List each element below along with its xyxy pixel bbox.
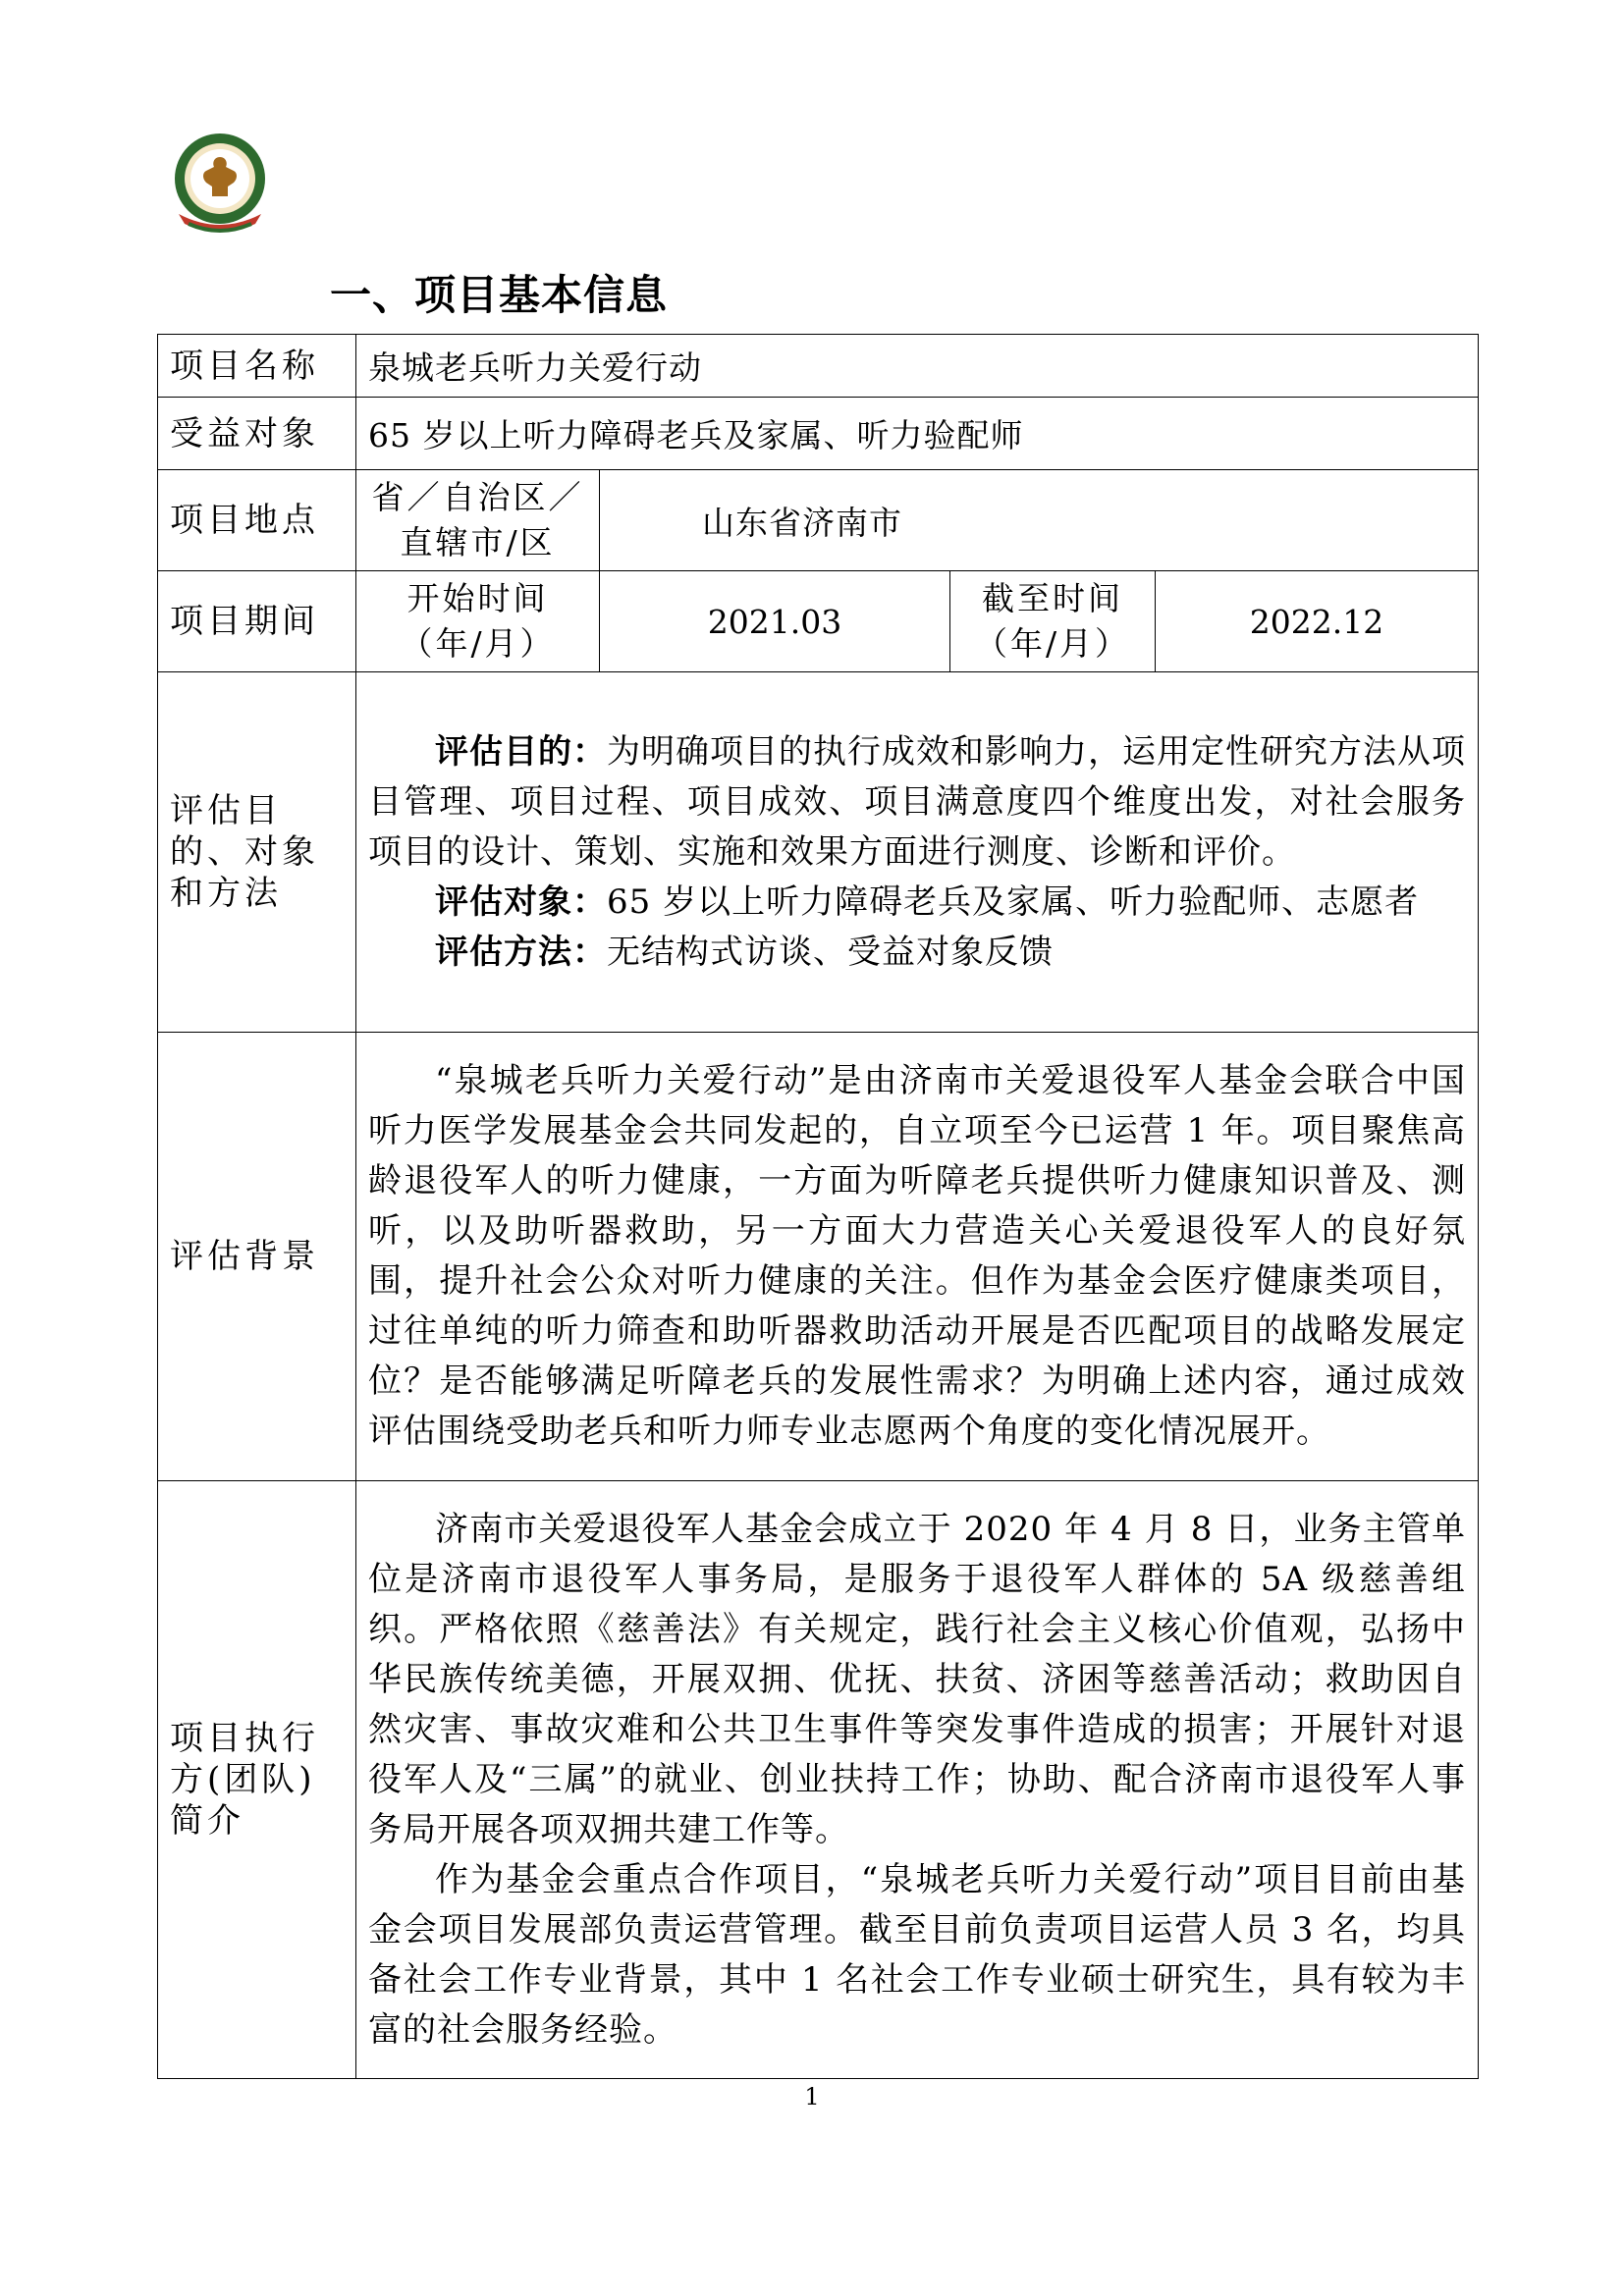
beneficiary-value: 65 岁以上听力障碍老兵及家属、听力验配师 [356,398,1479,470]
evaluation-purpose-title: 评估目的： [435,731,607,772]
table-row [158,470,1479,571]
background-content [356,1033,1479,1481]
evaluation-method [368,928,1466,978]
location-label: 项目地点 [158,470,356,571]
period-label: 项目期间 [158,571,356,672]
project-name-label: 项目名称 [158,335,356,398]
section-heading: 一、项目基本信息 [330,271,669,319]
start-time-label: 开始时间（年/月） [356,571,600,672]
evaluation-label: 评估目的、对象和方法 [158,672,356,1033]
table-row [158,1033,1479,1481]
table-row [158,672,1479,1033]
evaluation-purpose [368,727,1466,878]
table-row [158,335,1479,398]
executor-paragraph-1: 济南市关爱退役军人基金会成立于 2020 年 4 月 8 日，业务主管单位是济南市退役军人事务局，是服务于退役军人群体的 5A 级慈善组织。严格依照《慈善法》有关规定，践行社会主义核心价值观，弘扬中华民族传统美德，开展双拥、优抚、扶贫、济困等慈善活动；救助因自然灾害、事故灾难和公共卫生事件等突发事件造成的损害；开展针对退役军人及“三属”的就业、创业扶持工作；协助、配合济南市退役军人事务局开展各项双拥共建工作等。 [368,1509,1466,1849]
foundation-logo [165,130,275,240]
background-text: “泉城老兵听力关爱行动”是由济南市关爱退役军人基金会联合中国听力医学发展基金会共同发起的，自立项至今已运营 1 年。项目聚焦高龄退役军人的听力健康，一方面为听障老兵提供听力健康知识普及、测听，以及助听器救助，另一方面大力营造关心关爱退役军人的良好氛围，提升社会公众对听力健康的关注。但作为基金会医疗健康类项目，过往单纯的听力筛查和助听器救助活动开展是否匹配项目的战略发展定位？是否能够满足听障老兵的发展性需求？为明确上述内容，通过成效评估围绕受助老兵和听力师专业志愿两个角度的变化情况展开。 [368,1061,1466,1451]
location-value: 山东省济南市 [600,470,1479,571]
evaluation-object-text: 65 岁以上听力障碍老兵及家属、听力验配师、志愿者 [607,881,1420,922]
beneficiary-label: 受益对象 [158,398,356,470]
executor-content [356,1481,1479,2079]
evaluation-object [368,878,1466,928]
location-sublabel: 省／自治区／直辖市/区 [356,470,600,571]
end-time-value: 2022.12 [1156,571,1479,672]
executor-paragraph-2: 作为基金会重点合作项目，“泉城老兵听力关爱行动”项目目前由基金会项目发展部负责运营管理。截至目前负责项目运营人员 3 名，均具备社会工作专业背景，其中 1 名社会工作专业硕士研究生，具有较为丰富的社会服务经验。 [368,1859,1466,2050]
evaluation-method-title: 评估方法： [435,932,607,972]
evaluation-method-text: 无结构式访谈、受益对象反馈 [607,932,1054,972]
evaluation-purpose-text: 为明确项目的执行成效和影响力，运用定性研究方法从项目管理、项目过程、项目成效、项目满意度四个维度出发，对社会服务项目的设计、策划、实施和效果方面进行测度、诊断和评价。 [368,731,1466,872]
page-number: 1 [804,2083,820,2110]
table-row [158,398,1479,470]
project-info-table [157,334,1479,2079]
evaluation-object-title: 评估对象： [435,881,607,922]
project-name-value: 泉城老兵听力关爱行动 [356,335,1479,398]
executor-label: 项目执行方(团队)简介 [158,1481,356,2079]
end-time-label: 截至时间（年/月） [950,571,1156,672]
table-row [158,571,1479,672]
evaluation-content [356,672,1479,1033]
background-label: 评估背景 [158,1033,356,1481]
table-row [158,1481,1479,2079]
foundation-seal-icon [165,130,275,240]
start-time-value: 2021.03 [600,571,950,672]
